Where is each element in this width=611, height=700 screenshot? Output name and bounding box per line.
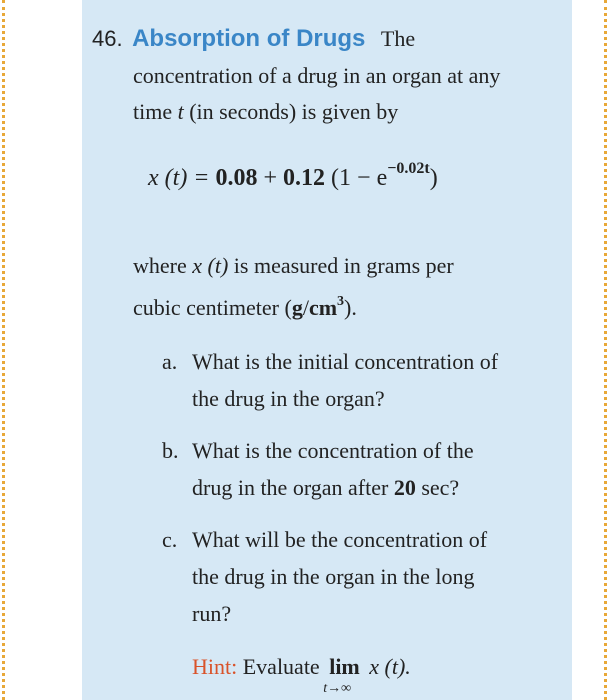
right-dotted-border — [604, 0, 607, 700]
part-c-line-2: the drug in the organ in the long — [192, 564, 475, 589]
equation-paren-open: (1 − e — [331, 165, 388, 191]
equation-coefficient: 0.12 — [283, 165, 326, 191]
equation-exponent: −0.02t — [387, 160, 430, 177]
part-b-line-2 — [162, 469, 562, 506]
part-c — [162, 521, 562, 632]
limit-subscript: t→∞ — [323, 681, 352, 696]
limit-word: lim — [329, 654, 360, 679]
problem-header — [92, 22, 562, 56]
line2-suffix: (in seconds) is given by — [189, 99, 399, 124]
part-a-letter: a. — [162, 349, 178, 374]
part-a — [162, 343, 562, 417]
part-a-text-1: What is the initial concentration of — [192, 349, 499, 374]
hint-expr: x (t). — [369, 654, 411, 679]
limit-operator — [323, 654, 360, 696]
equation-plus: + — [263, 165, 278, 191]
equation-constant: 0.08 — [215, 165, 258, 191]
where-expr: x (t) — [192, 253, 229, 278]
problem-number: 46. — [92, 26, 123, 51]
units-suffix: ). — [344, 295, 357, 320]
unit-exponent: 3 — [337, 294, 345, 309]
part-b-text-1: What is the concentration of the — [192, 438, 474, 463]
part-c-text-1: What will be the concentration of — [192, 527, 488, 552]
part-b-line-1 — [162, 432, 562, 469]
part-b-text-2-suffix: sec? — [421, 475, 460, 500]
equation-paren-close: ) — [429, 165, 438, 191]
part-b-letter: b. — [162, 438, 179, 463]
unit-slash: / — [302, 295, 309, 320]
problem-lead: The — [380, 26, 416, 51]
time-variable: t — [177, 99, 184, 124]
unit-grams: g — [291, 295, 303, 320]
line2-prefix: time — [133, 99, 173, 124]
part-a-line-1 — [162, 343, 562, 380]
part-b-text-2-prefix: drug in the organ after — [192, 475, 389, 500]
part-b — [162, 432, 562, 506]
problem-text-line-1: concentration of a drug in an organ at any — [133, 63, 501, 88]
hint-label: Hint: — [192, 654, 238, 679]
hint-text: Evaluate — [242, 654, 320, 679]
part-c-letter: c. — [162, 527, 178, 552]
where-suffix: is measured in grams per — [233, 253, 454, 278]
equation-lhs: x (t) = — [148, 165, 210, 191]
left-dotted-border — [2, 0, 5, 700]
where-line-1 — [133, 248, 553, 284]
units-prefix: cubic centimeter ( — [133, 295, 292, 320]
part-a-line-2: the drug in the organ? — [192, 386, 385, 411]
problem-text-line-2 — [133, 94, 553, 130]
concentration-equation — [148, 160, 438, 192]
part-c-line-3: run? — [192, 601, 232, 626]
where-line-2 — [133, 284, 553, 326]
part-b-seconds-value: 20 — [393, 475, 416, 500]
problem-title: Absorption of Drugs — [132, 25, 366, 52]
hint — [192, 654, 411, 696]
part-c-line-1 — [162, 521, 562, 558]
where-prefix: where — [133, 253, 187, 278]
unit-cm: cm — [308, 295, 338, 320]
